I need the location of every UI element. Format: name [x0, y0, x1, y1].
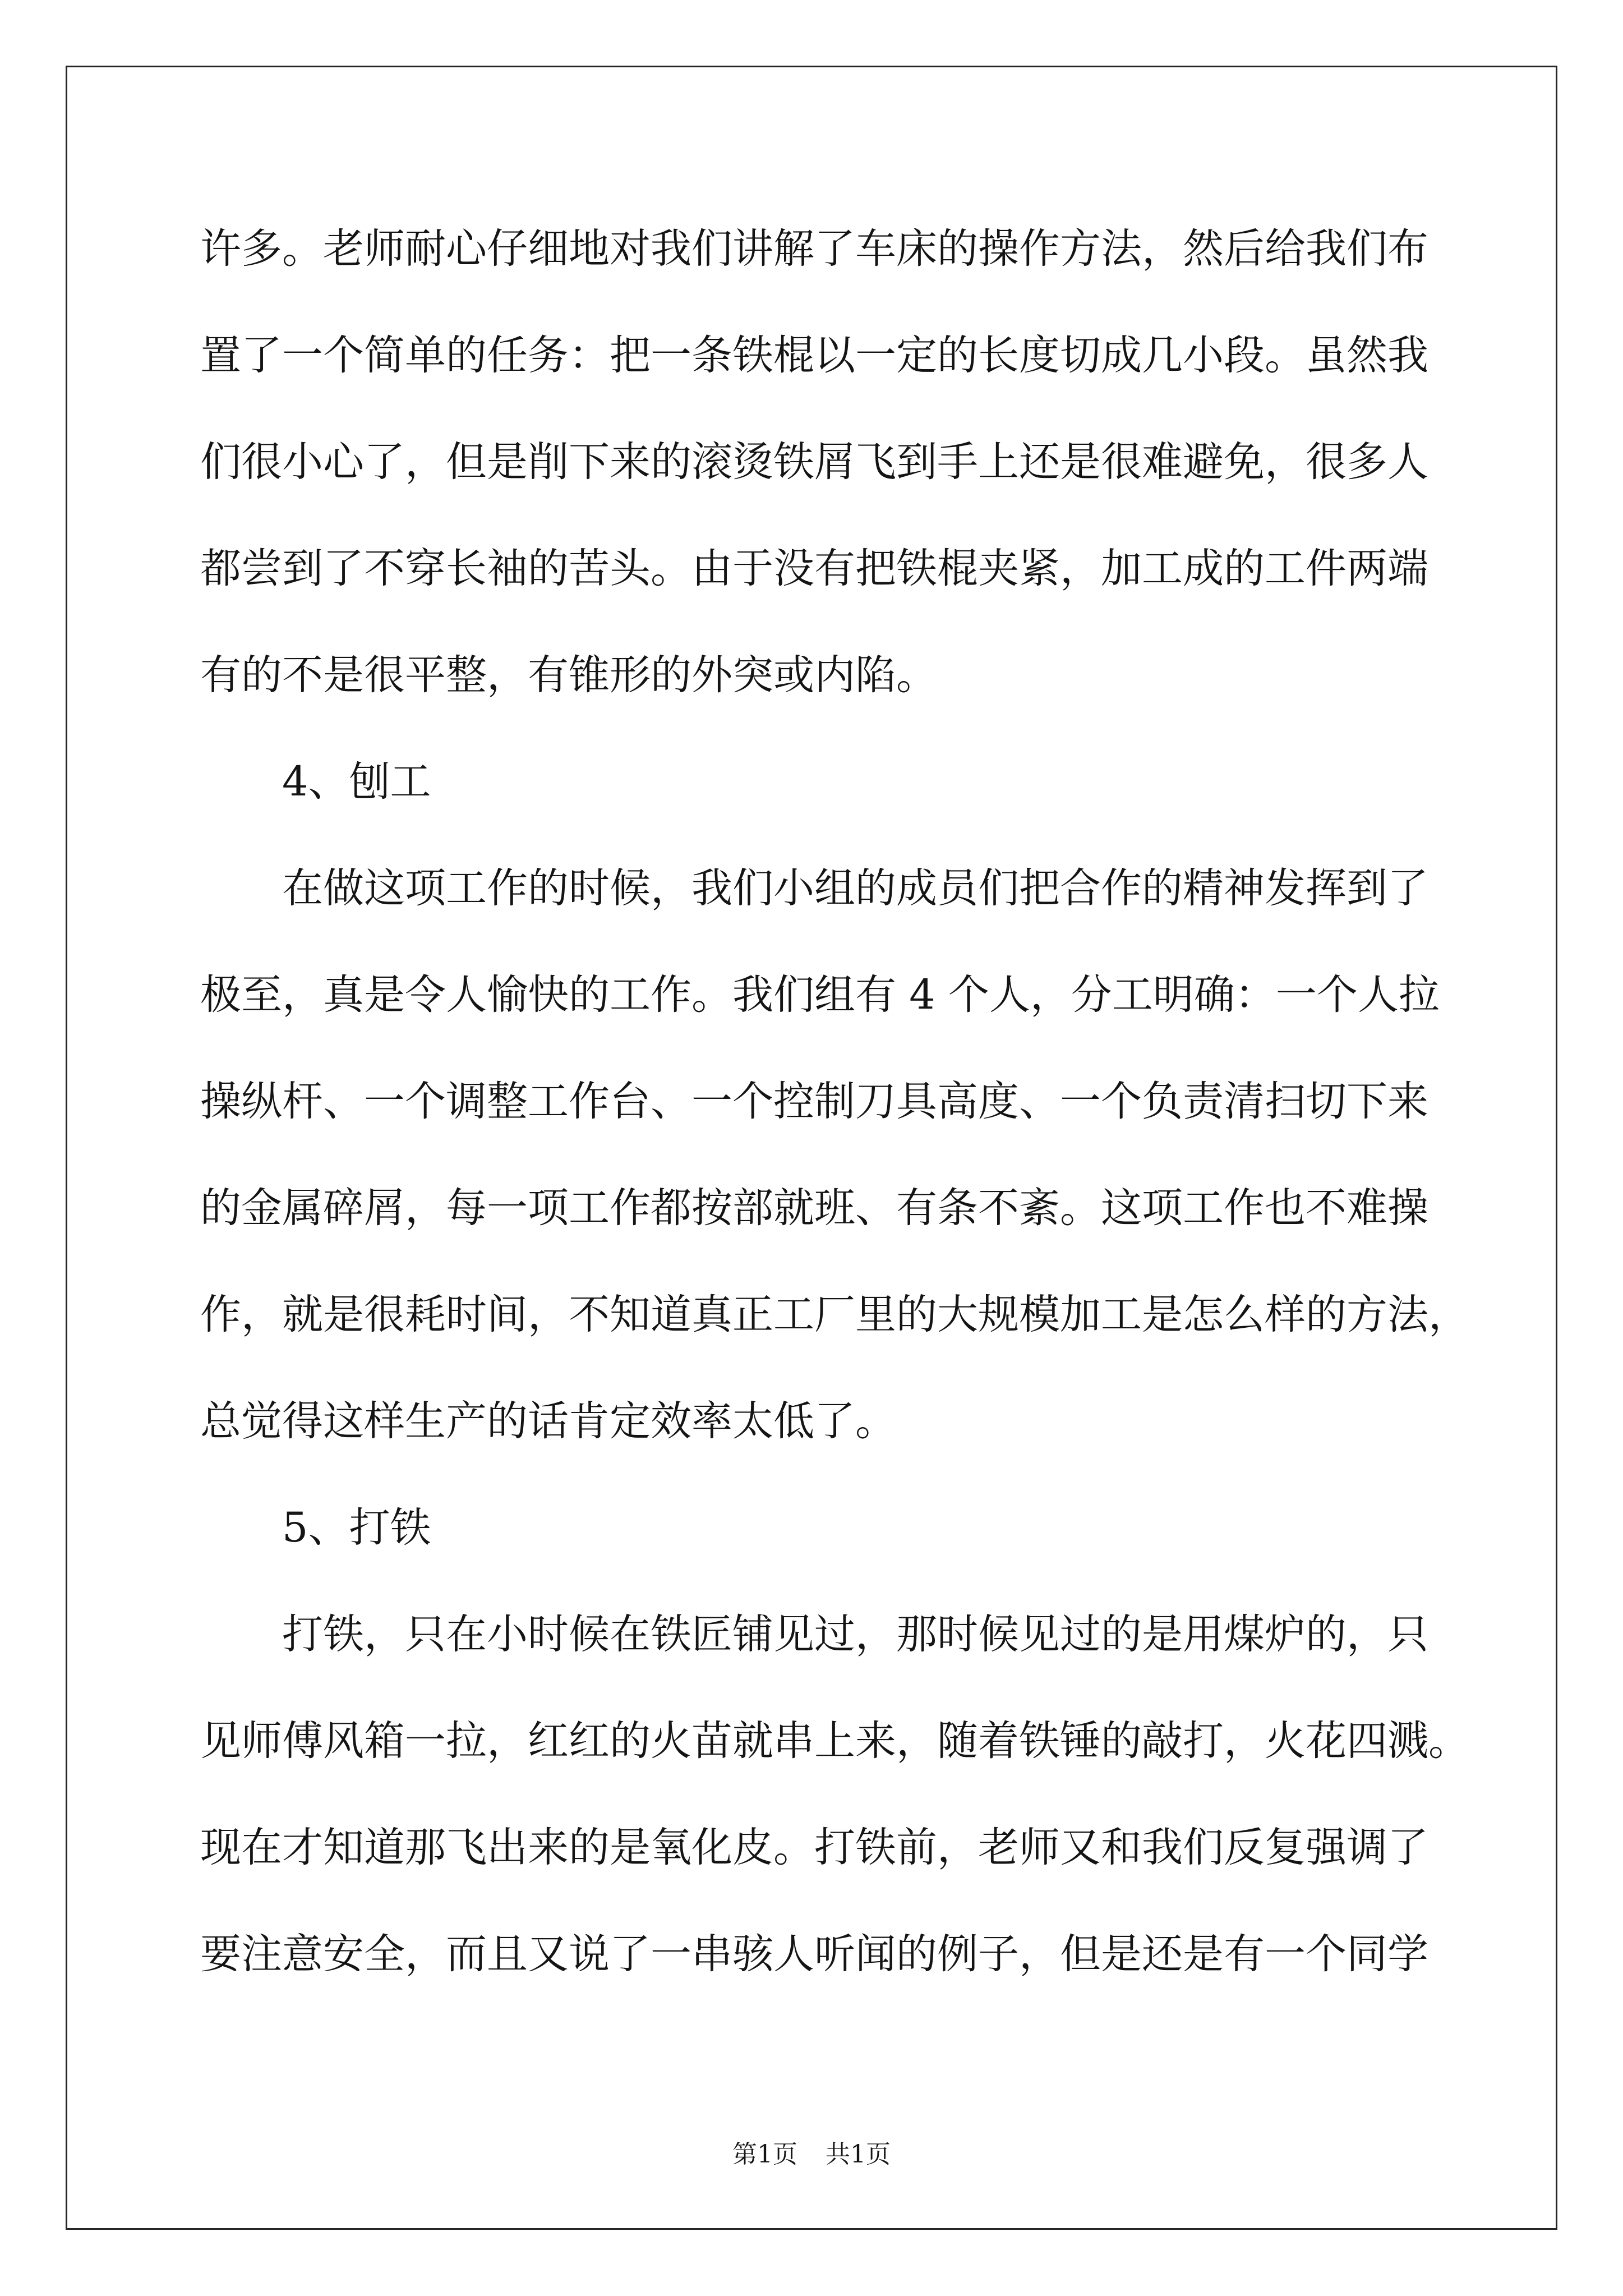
document-body — [200, 196, 1524, 2008]
paragraph — [200, 1581, 1524, 2008]
paragraph-line: 在做这项工作的时候，我们小组的成员们把合作的精神发挥到了 — [282, 864, 1428, 912]
paragraph-continued — [200, 196, 1524, 729]
page-total: 共1页 — [826, 2140, 891, 2169]
paragraph-line: 有的不是很平整，有锥形的外突或内陷。 — [200, 651, 937, 699]
section-forging — [200, 1475, 1524, 2008]
section-heading: 5、打铁 — [282, 1504, 431, 1552]
paragraph-line: 的金属碎屑，每一项工作都按部就班、有条不紊。这项工作也不难操 — [200, 1184, 1428, 1232]
paragraph-line: 极至，真是令人愉快的工作。我们组有 4 个人，分工明确：一个人拉 — [200, 971, 1440, 1019]
paragraph-line: 操纵杆、一个调整工作台、一个控制刀具高度、一个负责清扫切下来 — [200, 1078, 1428, 1125]
paragraph-line: 们很小心了，但是削下来的滚烫铁屑飞到手上还是很难避免，很多人 — [200, 438, 1428, 486]
paragraph-line: 作，就是很耗时间，不知道真正工厂里的大规模加工是怎么样的方法， — [200, 1291, 1469, 1338]
page-number: 第1页 — [732, 2140, 797, 2169]
paragraph-line: 打铁，只在小时候在铁匠铺见过，那时候见过的是用煤炉的，只 — [282, 1611, 1428, 1658]
paragraph-line: 置了一个简单的任务：把一条铁棍以一定的长度切成几小段。虽然我 — [200, 332, 1428, 379]
paragraph-line: 现在才知道那飞出来的是氧化皮。打铁前，老师又和我们反复强调了 — [200, 1824, 1428, 1871]
section-heading: 4、刨工 — [282, 758, 431, 806]
paragraph-line: 见师傅风箱一拉，红红的火苗就串上来，随着铁锤的敲打，火花四溅。 — [200, 1717, 1469, 1765]
paragraph-line: 许多。老师耐心仔细地对我们讲解了车床的操作方法，然后给我们布 — [200, 225, 1428, 273]
paragraph — [200, 835, 1524, 1475]
page-footer — [0, 2138, 1623, 2171]
paragraph-line: 总觉得这样生产的话肯定效率太低了。 — [200, 1397, 896, 1445]
section-planing — [200, 729, 1524, 1475]
paragraph-line: 要注意安全，而且又说了一串骇人听闻的例子，但是还是有一个同学 — [200, 1930, 1428, 1978]
paragraph-line: 都尝到了不穿长袖的苦头。由于没有把铁棍夹紧，加工成的工件两端 — [200, 545, 1428, 592]
